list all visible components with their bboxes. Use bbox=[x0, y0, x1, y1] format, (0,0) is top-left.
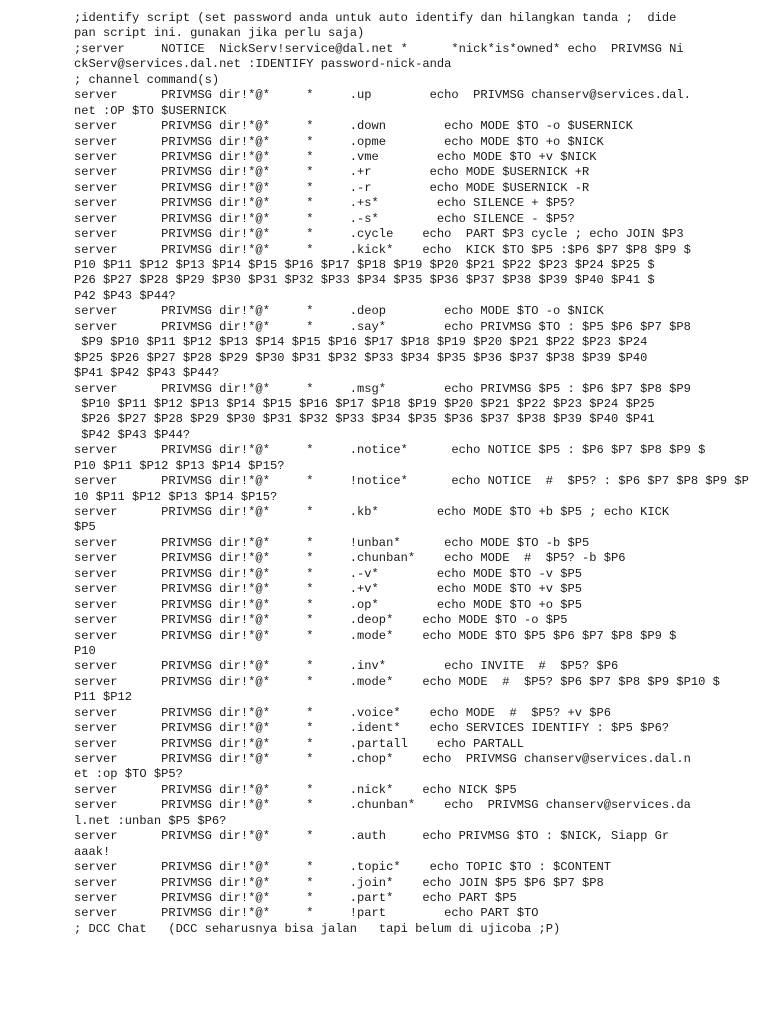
script-line: server PRIVMSG dir!*@* * .nick* echo NICK $P5 bbox=[74, 782, 517, 797]
script-line: server PRIVMSG dir!*@* * !unban* echo MODE $TO -b $P5 bbox=[74, 535, 590, 550]
script-line: aaak! bbox=[74, 844, 111, 859]
script-line: server PRIVMSG dir!*@* * .+r echo MODE $USERNICK +R bbox=[74, 165, 590, 180]
script-line: server PRIVMSG dir!*@* * .ident* echo SERVICES IDENTIFY : $P5 $P6? bbox=[74, 721, 670, 736]
script-line: server PRIVMSG dir!*@* * .kick* echo KICK $TO $P5 :$P6 $P7 $P8 $P9 $ bbox=[74, 242, 691, 257]
script-line: et :op $TO $P5? bbox=[74, 767, 183, 782]
script-line: $P41 $P42 $P43 $P44? bbox=[74, 366, 220, 381]
script-line: P10 bbox=[74, 643, 96, 658]
script-line: net :OP $TO $USERNICK bbox=[74, 103, 234, 118]
script-line: server PRIVMSG dir!*@* * .cycle echo PART $P3 cycle ; echo JOIN $P3 bbox=[74, 227, 684, 242]
script-line: server PRIVMSG dir!*@* * .inv* echo INVITE # $P5? $P6 bbox=[74, 659, 619, 674]
script-line: server PRIVMSG dir!*@* * .chop* echo PRIVMSG chanserv@services.dal.n bbox=[74, 752, 691, 766]
script-line: ; channel command(s) bbox=[74, 72, 220, 87]
script-line: server PRIVMSG dir!*@* * .mode* echo MODE # $P5? $P6 $P7 $P8 $P9 $P10 $ bbox=[74, 674, 720, 689]
script-line: pan script ini. gunakan jika perlu saja) bbox=[74, 26, 365, 41]
script-line: server PRIVMSG dir!*@* * .opme echo MODE $TO +o $NICK bbox=[74, 134, 604, 149]
script-line: server PRIVMSG dir!*@* * .kb* echo MODE $TO +b $P5 ; echo KICK bbox=[74, 505, 670, 519]
script-line: P11 $P12 bbox=[74, 690, 133, 705]
script-line: P26 $P27 $P28 $P29 $P30 $P31 $P32 $P33 $P34 $P35 $P36 $P37 $P38 $P39 $P40 $P41 $ bbox=[74, 273, 655, 288]
script-line: server PRIVMSG dir!*@* * .chunban* echo PRIVMSG chanserv@services.da bbox=[74, 798, 691, 813]
script-line: ;server NOTICE NickServ!service@dal.net * *nick*is*owned* echo PRIVMSG Ni bbox=[74, 41, 684, 56]
script-line: server PRIVMSG dir!*@* * .join* echo JOIN $P5 $P6 $P7 $P8 bbox=[74, 875, 604, 890]
script-line: ; DCC Chat (DCC seharusnya bisa jalan tapi belum di ujicoba ;P) bbox=[74, 921, 561, 936]
script-line: P10 $P11 $P12 $P13 $P14 $P15? bbox=[74, 458, 285, 473]
script-line: server PRIVMSG dir!*@* * .auth echo PRIVMSG $TO : $NICK, Siapp Gr bbox=[74, 829, 670, 844]
script-line: server PRIVMSG dir!*@* * .topic* echo TOPIC $TO : $CONTENT bbox=[74, 860, 619, 875]
script-line: server PRIVMSG dir!*@* * .deop* echo MODE $TO -o $P5 bbox=[74, 613, 568, 628]
script-document bbox=[74, 11, 749, 937]
script-line: server PRIVMSG dir!*@* * .up echo PRIVMSG chanserv@services.dal. bbox=[74, 88, 691, 103]
script-line: $P9 $P10 $P11 $P12 $P13 $P14 $P15 $P16 $P17 $P18 $P19 $P20 $P21 $P22 $P23 $P24 bbox=[74, 335, 648, 350]
script-line: server PRIVMSG dir!*@* * .down echo MODE $TO -o $USERNICK bbox=[74, 119, 633, 134]
script-line: server PRIVMSG dir!*@* * .voice* echo MODE # $P5? +v $P6 bbox=[74, 705, 612, 720]
script-line: server PRIVMSG dir!*@* * .-s* echo SILENCE - $P5? bbox=[74, 211, 575, 226]
script-line: server PRIVMSG dir!*@* * .mode* echo MODE $TO $P5 $P6 $P7 $P8 $P9 $ bbox=[74, 628, 677, 643]
script-line: server PRIVMSG dir!*@* * .op* echo MODE $TO +o $P5 bbox=[74, 597, 583, 612]
script-line: server PRIVMSG dir!*@* * .+v* echo MODE $TO +v $P5 bbox=[74, 582, 583, 597]
script-line: P42 $P43 $P44? bbox=[74, 288, 176, 303]
script-line: server PRIVMSG dir!*@* * .-v* echo MODE $TO -v $P5 bbox=[74, 566, 583, 581]
script-line: l.net :unban $P5 $P6? bbox=[74, 813, 227, 828]
script-line: $P26 $P27 $P28 $P29 $P30 $P31 $P32 $P33 $P34 $P35 $P36 $P37 $P38 $P39 $P40 $P41 bbox=[74, 412, 655, 427]
script-line: server PRIVMSG dir!*@* * .part* echo PART $P5 bbox=[74, 890, 517, 905]
script-line: $P25 $P26 $P27 $P28 $P29 $P30 $P31 $P32 $P33 $P34 $P35 $P36 $P37 $P38 $P39 $P40 bbox=[74, 350, 648, 365]
script-line: server PRIVMSG dir!*@* * .+s* echo SILENCE + $P5? bbox=[74, 196, 575, 211]
script-line: $P10 $P11 $P12 $P13 $P14 $P15 $P16 $P17 $P18 $P19 $P20 $P21 $P22 $P23 $P24 $P25 bbox=[74, 396, 655, 411]
script-line: server PRIVMSG dir!*@* * .notice* echo NOTICE $P5 : $P6 $P7 $P8 $P9 $ bbox=[74, 443, 706, 458]
script-line: server PRIVMSG dir!*@* * .chunban* echo MODE # $P5? -b $P6 bbox=[74, 551, 626, 566]
script-line: server PRIVMSG dir!*@* * .-r echo MODE $USERNICK -R bbox=[74, 180, 590, 195]
script-line: ;identify script (set password anda untuk auto identify dan hilangkan tanda ; dide bbox=[74, 11, 677, 25]
script-line: server PRIVMSG dir!*@* * .msg* echo PRIVMSG $P5 : $P6 $P7 $P8 $P9 bbox=[74, 381, 691, 396]
script-line: ckServ@services.dal.net :IDENTIFY password-nick-anda bbox=[74, 57, 459, 72]
script-line: server PRIVMSG dir!*@* * .deop echo MODE $TO -o $NICK bbox=[74, 304, 604, 319]
script-line: 10 $P11 $P12 $P13 $P14 $P15? bbox=[74, 489, 278, 504]
script-line: server PRIVMSG dir!*@* * .vme echo MODE $TO +v $NICK bbox=[74, 149, 597, 164]
script-line: $P42 $P43 $P44? bbox=[74, 427, 191, 442]
script-line: $P5 bbox=[74, 520, 96, 535]
script-line: server PRIVMSG dir!*@* * !part echo PART $TO bbox=[74, 906, 539, 921]
script-line: server PRIVMSG dir!*@* * !notice* echo NOTICE # $P5? : $P6 $P7 $P8 $P9 $P bbox=[74, 474, 749, 489]
script-line: server PRIVMSG dir!*@* * .partall echo PARTALL bbox=[74, 736, 524, 751]
script-line: P10 $P11 $P12 $P13 $P14 $P15 $P16 $P17 $P18 $P19 $P20 $P21 $P22 $P23 $P24 $P25 $ bbox=[74, 258, 655, 272]
script-line: server PRIVMSG dir!*@* * .say* echo PRIVMSG $TO : $P5 $P6 $P7 $P8 bbox=[74, 319, 691, 334]
